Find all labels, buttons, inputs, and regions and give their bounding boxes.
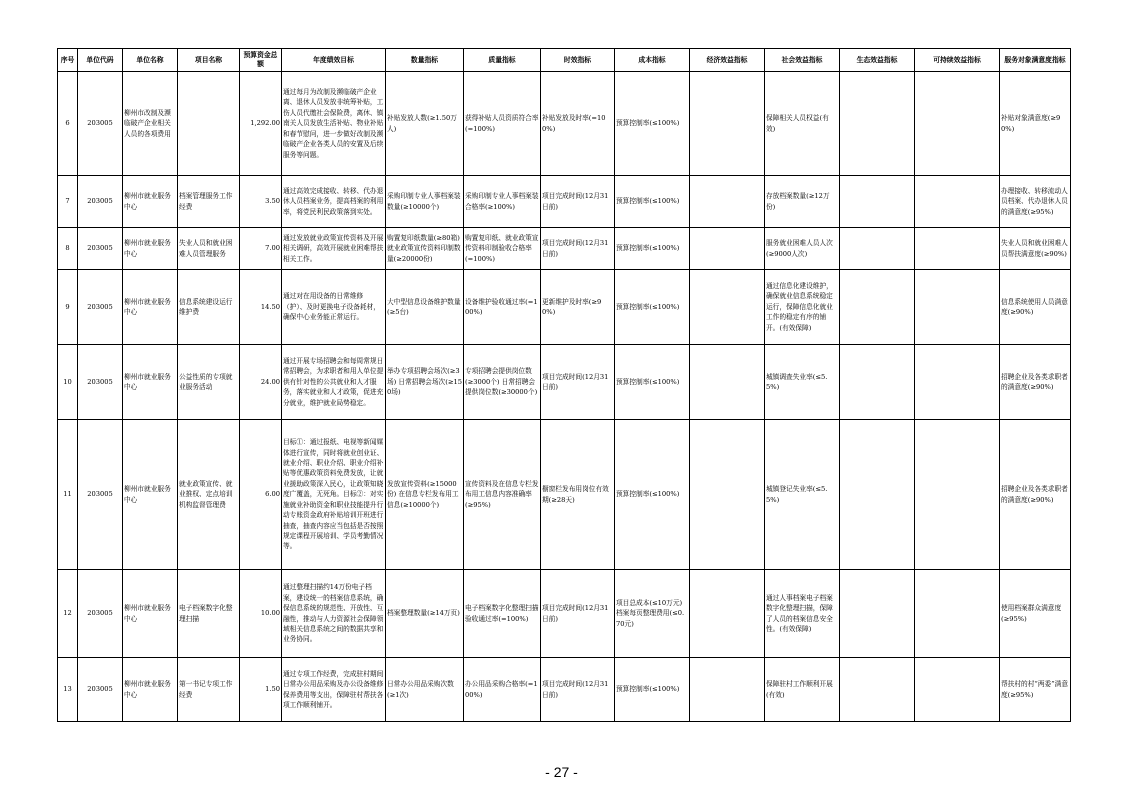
cell-satisfaction: 失业人员和就业困难人员帮扶满意度(≥90%) bbox=[1000, 228, 1071, 270]
cell-eco bbox=[840, 658, 915, 722]
cell-economic bbox=[690, 345, 765, 420]
cell-sustain bbox=[915, 270, 1000, 345]
cell-goal: 通过高效完成接收、转移、代办退休人员档案业务，提高档案的利用率，将党民利民政策落到实处。 bbox=[282, 176, 386, 228]
cell-eco bbox=[840, 176, 915, 228]
cell-code: 203005 bbox=[78, 658, 123, 722]
cell-social: 城镇登记失业率(≤5.5%) bbox=[765, 420, 840, 570]
cell-social: 城镇调查失业率(≤5.5%) bbox=[765, 345, 840, 420]
cell-satisfaction: 信息系统使用人员满意度(≥90%) bbox=[1000, 270, 1071, 345]
header-project: 项目名称 bbox=[178, 49, 240, 72]
cell-budget: 6.00 bbox=[240, 420, 282, 570]
cell-unit: 柳州市就业服务中心 bbox=[123, 570, 178, 658]
cell-budget: 1.50 bbox=[240, 658, 282, 722]
cell-goal: 通过发放就业政策宣传资料及开展相关调研，高效开展就业困难帮扶相关工作。 bbox=[282, 228, 386, 270]
cell-eco bbox=[840, 228, 915, 270]
header-economic: 经济效益指标 bbox=[690, 49, 765, 72]
cell-unit: 柳州市就业服务中心 bbox=[123, 658, 178, 722]
cell-eco bbox=[840, 420, 915, 570]
header-eco: 生态效益指标 bbox=[840, 49, 915, 72]
header-satisfaction: 服务对象满意度指标 bbox=[1000, 49, 1071, 72]
cell-unit: 柳州市改制及濒临破产企业相关人员的各项费用 bbox=[123, 72, 178, 176]
header-code: 单位代码 bbox=[78, 49, 123, 72]
cell-cost: 预算控制率(≤100%) bbox=[615, 658, 690, 722]
cell-project bbox=[178, 72, 240, 176]
cell-code: 203005 bbox=[78, 72, 123, 176]
cell-no: 8 bbox=[58, 228, 78, 270]
cell-no: 10 bbox=[58, 345, 78, 420]
cell-quality: 宣传资料及在信息专栏发布用工信息内容准确率(≥95%) bbox=[464, 420, 541, 570]
cell-satisfaction: 招聘企业及各类求职者的满意度(≥90%) bbox=[1000, 420, 1071, 570]
cell-eco bbox=[840, 72, 915, 176]
cell-quantity: 举办专项招聘会场次(≥3场) 日常招聘会场次(≥150场) bbox=[386, 345, 464, 420]
cell-cost: 预算控制率(≤100%) bbox=[615, 176, 690, 228]
cell-sustain bbox=[915, 658, 1000, 722]
cell-quality: 电子档案数字化整理扫描验收通过率(=100%) bbox=[464, 570, 541, 658]
cell-goal: 通过开展专场招聘会和每周常规日常招聘会，为求职者和用人单位提供有针对性的公共就业和人才服务，落实就业和人才政策，促进充分就业，维护就业局势稳定。 bbox=[282, 345, 386, 420]
cell-time: 项目完成时间(12月31日前) bbox=[541, 228, 615, 270]
table-row bbox=[58, 658, 1071, 722]
table-row bbox=[58, 228, 1071, 270]
table-row bbox=[58, 345, 1071, 420]
header-time: 时效指标 bbox=[541, 49, 615, 72]
cell-goal: 目标①：通过报纸、电视等新闻媒体进行宣传，同时将就业创业证、就业介绍、职业介绍、职业介绍补贴等优惠政策资料免费发放，让就业援助政策深入民心，让政策知晓度广覆盖，无死角。目标②：对实施就业补助资金和职业技能提升行动专账资金政府补贴培训开班进行抽查，抽查内容应当包括是否按照规定课程开展培训、学员考勤情况等。 bbox=[282, 420, 386, 570]
cell-cost: 预算控制率(≤100%) bbox=[615, 270, 690, 345]
cell-quantity: 补贴发放人数(≥1.50万人) bbox=[386, 72, 464, 176]
cell-quality: 专项招聘会提供岗位数(≥3000个) 日常招聘会提供岗位数(≥30000个) bbox=[464, 345, 541, 420]
cell-quality: 采购印制专业人事档案装合格率(≥100%) bbox=[464, 176, 541, 228]
cell-code: 203005 bbox=[78, 570, 123, 658]
cell-no: 7 bbox=[58, 176, 78, 228]
cell-quality: 购置复印纸、就业政策宣传资料印制验收合格率(=100%) bbox=[464, 228, 541, 270]
cell-no: 13 bbox=[58, 658, 78, 722]
header-quality: 质量指标 bbox=[464, 49, 541, 72]
cell-satisfaction: 使用档案群众满意度(≥95%) bbox=[1000, 570, 1071, 658]
cell-time: 更新维护及时率(≥90%) bbox=[541, 270, 615, 345]
cell-social: 保障相关人员权益(有效) bbox=[765, 72, 840, 176]
cell-unit: 柳州市就业服务中心 bbox=[123, 176, 178, 228]
cell-project: 公益性质的专项就业服务活动 bbox=[178, 345, 240, 420]
header-cost: 成本指标 bbox=[615, 49, 690, 72]
cell-quantity: 购置复印纸数量(≥80箱) 就业政策宣传资料印制数量(≥20000份) bbox=[386, 228, 464, 270]
cell-eco bbox=[840, 345, 915, 420]
cell-budget: 10.00 bbox=[240, 570, 282, 658]
performance-table-container bbox=[57, 48, 1071, 722]
cell-budget: 1,292.00 bbox=[240, 72, 282, 176]
cell-time: 项目完成时间(12月31日前) bbox=[541, 658, 615, 722]
cell-cost: 预算控制率(≤100%) bbox=[615, 72, 690, 176]
header-quantity: 数量指标 bbox=[386, 49, 464, 72]
cell-cost: 项目总成本(≤10万元) 档案每页整理费用(≤0.70元) bbox=[615, 570, 690, 658]
header-no: 序号 bbox=[58, 49, 78, 72]
cell-no: 11 bbox=[58, 420, 78, 570]
cell-social: 服务就业困难人员人次(≥9000人次) bbox=[765, 228, 840, 270]
cell-quantity: 大中型信息设备维护数量(≥5台) bbox=[386, 270, 464, 345]
cell-economic bbox=[690, 270, 765, 345]
table-row bbox=[58, 570, 1071, 658]
cell-satisfaction: 招聘企业及各类求职者的满意度(≥90%) bbox=[1000, 345, 1071, 420]
cell-eco bbox=[840, 570, 915, 658]
cell-goal: 通过每月为改制及濒临破产企业离、退休人员发放非统筹补贴，工伤人员代缴社会保险费，离休、镇南关人员发放生活补贴、物业补贴和春节慰问，进一步做好改制及濒临破产企业各类人员的安置及后续服务等问题。 bbox=[282, 72, 386, 176]
cell-satisfaction: 办理接收、转移流动人员档案、代办退休人员的满意度(≥95%) bbox=[1000, 176, 1071, 228]
cell-quality: 获得补贴人员资质符合率(=100%) bbox=[464, 72, 541, 176]
cell-project: 第一书记专项工作经费 bbox=[178, 658, 240, 722]
cell-no: 6 bbox=[58, 72, 78, 176]
cell-budget: 24.00 bbox=[240, 345, 282, 420]
cell-cost: 预算控制率(≤100%) bbox=[615, 420, 690, 570]
cell-satisfaction: 补贴对象满意度(≥90%) bbox=[1000, 72, 1071, 176]
cell-sustain bbox=[915, 345, 1000, 420]
cell-eco bbox=[840, 270, 915, 345]
cell-project: 电子档案数字化整理扫描 bbox=[178, 570, 240, 658]
header-social: 社会效益指标 bbox=[765, 49, 840, 72]
cell-cost: 预算控制率(≤100%) bbox=[615, 228, 690, 270]
cell-time: 橱窗栏发布用岗位有效期(≥28天) bbox=[541, 420, 615, 570]
cell-time: 项目完成时间(12月31日前) bbox=[541, 570, 615, 658]
cell-sustain bbox=[915, 570, 1000, 658]
cell-budget: 7.00 bbox=[240, 228, 282, 270]
cell-code: 203005 bbox=[78, 420, 123, 570]
header-unit: 单位名称 bbox=[123, 49, 178, 72]
cell-cost: 预算控制率(≤100%) bbox=[615, 345, 690, 420]
cell-unit: 柳州市就业服务中心 bbox=[123, 228, 178, 270]
cell-unit: 柳州市就业服务中心 bbox=[123, 420, 178, 570]
cell-goal: 通过对在用设备的日常维修（护）、及时更换电子设备耗材，确保中心业务能正常运行。 bbox=[282, 270, 386, 345]
cell-budget: 14.50 bbox=[240, 270, 282, 345]
cell-code: 203005 bbox=[78, 228, 123, 270]
cell-sustain bbox=[915, 420, 1000, 570]
cell-time: 项目完成时间(12月31日前) bbox=[541, 176, 615, 228]
cell-goal: 通过专项工作经费，完成驻村期间日常办公用品采购及办公设备维修保养费用等支出，保障驻村帮扶各项工作顺利铺开。 bbox=[282, 658, 386, 722]
cell-code: 203005 bbox=[78, 176, 123, 228]
cell-sustain bbox=[915, 176, 1000, 228]
cell-sustain bbox=[915, 72, 1000, 176]
cell-economic bbox=[690, 570, 765, 658]
header-budget: 预算资金总额 bbox=[240, 49, 282, 72]
cell-project: 就业政策宣传、就业推权、定点培训机构监督管理费 bbox=[178, 420, 240, 570]
cell-quantity: 发放宣传资料(≥15000份) 在信息专栏发布用工信息(≥10000个) bbox=[386, 420, 464, 570]
cell-social: 保障驻村工作顺利开展(有效) bbox=[765, 658, 840, 722]
cell-project: 档案管理服务工作经费 bbox=[178, 176, 240, 228]
cell-quantity: 采购印制专业人事档案装数量(≥10000个) bbox=[386, 176, 464, 228]
cell-goal: 通过整理扫描约14万份电子档案，建设统一的档案信息系统，确保信息系统的规范性、开放性、互融性，推动与人力资源社会保障领域相关信息系统之间的数据共享和业务协同。 bbox=[282, 570, 386, 658]
cell-time: 项目完成时间(12月31日前) bbox=[541, 345, 615, 420]
cell-quantity: 日常办公用品采购次数(≥1次) bbox=[386, 658, 464, 722]
cell-time: 补贴发放及时率(=100%) bbox=[541, 72, 615, 176]
cell-social: 通过人事档案电子档案数字化整理扫描，保障了人员的档案信息安全性。(有效保障) bbox=[765, 570, 840, 658]
cell-quality: 设备维护验收通过率(=100%) bbox=[464, 270, 541, 345]
header-sustain: 可持续效益指标 bbox=[915, 49, 1000, 72]
cell-unit: 柳州市就业服务中心 bbox=[123, 345, 178, 420]
page-number: - 27 - bbox=[545, 764, 578, 780]
cell-project: 失业人员和就业困难人员管理服务 bbox=[178, 228, 240, 270]
cell-economic bbox=[690, 228, 765, 270]
table-header-row bbox=[58, 49, 1071, 72]
cell-no: 9 bbox=[58, 270, 78, 345]
cell-unit: 柳州市就业服务中心 bbox=[123, 270, 178, 345]
cell-economic bbox=[690, 420, 765, 570]
cell-no: 12 bbox=[58, 570, 78, 658]
cell-quantity: 档案整理数量(≥14万页) bbox=[386, 570, 464, 658]
cell-economic bbox=[690, 176, 765, 228]
table-row bbox=[58, 420, 1071, 570]
performance-table bbox=[57, 48, 1071, 722]
header-goal: 年度绩效目标 bbox=[282, 49, 386, 72]
table-row bbox=[58, 270, 1071, 345]
cell-social: 存放档案数量(≥12万份) bbox=[765, 176, 840, 228]
cell-budget: 3.50 bbox=[240, 176, 282, 228]
cell-satisfaction: 帮扶村的村“两委”满意度(≥95%) bbox=[1000, 658, 1071, 722]
cell-code: 203005 bbox=[78, 270, 123, 345]
table-row bbox=[58, 176, 1071, 228]
cell-economic bbox=[690, 658, 765, 722]
cell-economic bbox=[690, 72, 765, 176]
table-row bbox=[58, 72, 1071, 176]
cell-project: 信息系统建设运行维护费 bbox=[178, 270, 240, 345]
cell-code: 203005 bbox=[78, 345, 123, 420]
cell-social: 通过信息化建设维护，确保就业信息系统稳定运行，保障信息化就业工作的稳定有序的铺开。(有效保障) bbox=[765, 270, 840, 345]
cell-sustain bbox=[915, 228, 1000, 270]
cell-quality: 办公用品采购合格率(=100%) bbox=[464, 658, 541, 722]
